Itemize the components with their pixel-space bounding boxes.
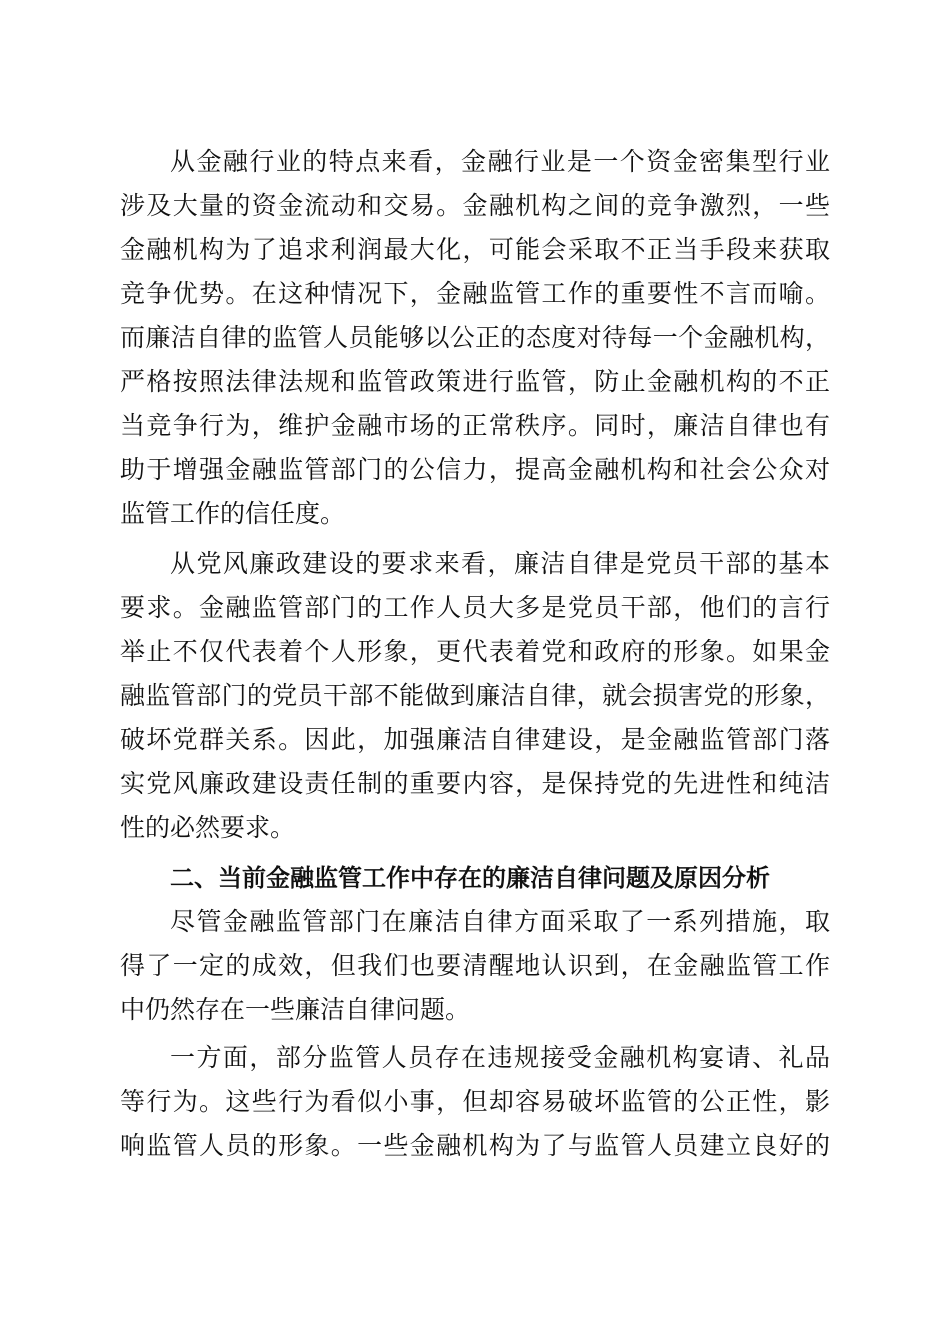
paragraph-3-line: 尽管金融监管部门在廉洁自律方面采取了一系列措施，取 <box>170 907 830 936</box>
paragraph-3-line: 得了一定的成效，但我们也要清醒地认识到，在金融监管工作 <box>120 951 830 980</box>
paragraph-2-line: 要求。金融监管部门的工作人员大多是党员干部，他们的言行 <box>120 593 830 622</box>
paragraph-1-line: 严格按照法律法规和监管政策进行监管，防止金融机构的不正 <box>120 367 830 396</box>
paragraph-1-line: 金融机构为了追求利润最大化，可能会采取不正当手段来获取 <box>120 235 830 264</box>
paragraph-4-line: 响监管人员的形象。一些金融机构为了与监管人员建立良好的 <box>120 1131 830 1160</box>
paragraph-2-line: 融监管部门的党员干部不能做到廉洁自律，就会损害党的形象， <box>120 681 830 710</box>
paragraph-2-line: 举止不仅代表着个人形象，更代表着党和政府的形象。如果金 <box>120 637 830 666</box>
paragraph-2-line: 破坏党群关系。因此，加强廉洁自律建设，是金融监管部门落 <box>120 725 830 754</box>
paragraph-2-line: 从党风廉政建设的要求来看，廉洁自律是党员干部的基本 <box>170 549 830 578</box>
paragraph-1-line: 当竞争行为，维护金融市场的正常秩序。同时，廉洁自律也有 <box>120 411 830 440</box>
paragraph-4-line: 等行为。这些行为看似小事，但却容易破坏监管的公正性，影 <box>120 1087 830 1116</box>
paragraph-1-line: 竞争优势。在这种情况下，金融监管工作的重要性不言而喻。 <box>120 279 830 308</box>
paragraph-2-line: 实党风廉政建设责任制的重要内容，是保持党的先进性和纯洁 <box>120 769 830 798</box>
section-heading: 二、当前金融监管工作中存在的廉洁自律问题及原因分析 <box>170 864 770 892</box>
paragraph-1-line: 而廉洁自律的监管人员能够以公正的态度对待每一个金融机构， <box>120 323 830 352</box>
paragraph-1-line: 涉及大量的资金流动和交易。金融机构之间的竞争激烈，一些 <box>120 191 830 220</box>
paragraph-1-line: 监管工作的信任度。 <box>120 499 346 528</box>
paragraph-1-line: 助于增强金融监管部门的公信力，提高金融机构和社会公众对 <box>120 455 830 484</box>
paragraph-1-line: 从金融行业的特点来看，金融行业是一个资金密集型行业 <box>170 147 830 176</box>
paragraph-2-line: 性的必然要求。 <box>120 813 296 842</box>
paragraph-4-line: 一方面，部分监管人员存在违规接受金融机构宴请、礼品 <box>170 1043 830 1072</box>
paragraph-3-line: 中仍然存在一些廉洁自律问题。 <box>120 995 471 1024</box>
